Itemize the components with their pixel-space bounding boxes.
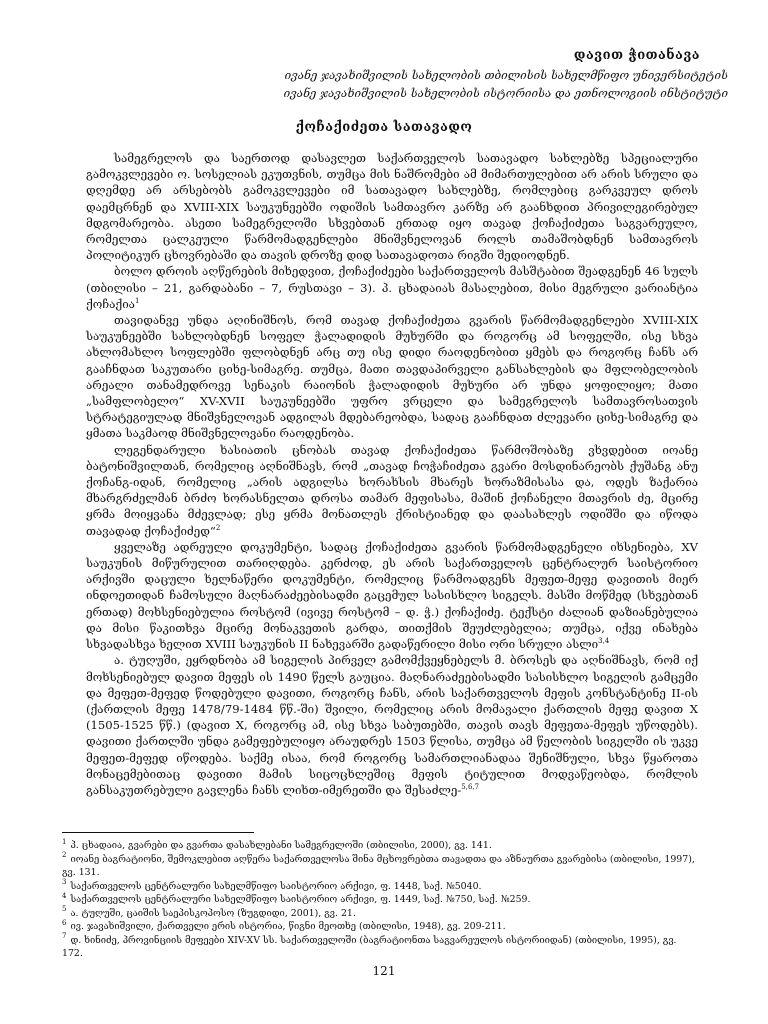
footnote-ref[interactable]: 5,6,7 bbox=[461, 783, 480, 792]
paragraph-text: ა. ტუღუში, ეყრდნობა ამ სიგელის პირველ გამომქვეყნებელს მ. ბროსეს და აღნიშნავს, რომ იქ მოხსენიებულ დავით მეფეს ის 1490 წელს გაუცია. მაღნარაძეებისადმი სასისხლო სიგელის გამცემი და მეფეთ-მეფედ წოდებული დავითი, როგორც ჩანს, არის საქართველოს მეფის კონსტანტინე II-ის (ქართლის მეფე 1478/79-1484 წწ.-ში) შვილი, რომელიც არის მომავალი ქართლის მეფე დავით X (1505-1525 წწ.) (დავით X, როგორც ამ, ისე სხვა საბუთებში, თავის თავს მეფეთა-მეფეს უწოდებს). დავითი ქართლში უნდა გამეფებულიყო არაუდრეს 1503 წლისა, თუმცა ამ წელობის სიგელში ის უკვე მეფეთ-მეფედ იწოდება. საქმე ისაა, რომ როგორც სამართლიანადაა შენიშნული, სხვა წყაროთა მონაცემებითაც დავითი მამის სიცოცხლეშიც მეფის ტიტულით მოდვაწეობდა, რომლის განსაკუთრებული გავლენა ჩანს ლიხთ-იმერეთში და შესაძლე- bbox=[86, 653, 698, 797]
paragraph-text: სამეგრელოს და საერთოდ დასავლეთ საქართველოს სათავადო სახლებზე სპეციალური გამოკვლევები ო. სოსელიას ეკუთვნის, თუმცა მის ნაშრომები ამ მიმართულებით არ არის სრული და დღემდე არ არსებობს გამოკვლევები იმ სათავადო სახლებზე, რომლებიც გარკვეულ დროს დაემცრნენ და XVIII-XIX საუკუნეებში ოდიშის სამთავრო კარზე არ გაანხდით პრივილეგირებულ მდგომარეობა. ასეთი სამეგრელოში სხვებთან ერთად იყო თავად ქოჩაქიძეთა საგვარეულო, რომელთა ცალკეული წარმომადგენლები მნიშვნელოვან როლს თამაშობდნენ სამთავროს პოლიტიკურ ცხოვრებაში და თავის დროზე დიდ სათავადოთა რიგში შედიოდნენ. bbox=[86, 151, 698, 263]
footnote-text: დ. ხინიძე, პროვინციის მეფეები XIV-XV სს. საქართველოში (ბაგრატიონთა საგვარეულოს ისტორიიდან) (თბილისი, 1995), გვ. 172. bbox=[62, 934, 677, 959]
paragraph-text: ბოლო დროის აღწერების მიხედვით, ქოჩაქიძეები საქართველოს მასშტაბით შეადგენენ 46 სულს (თბილისი – 21, გარდაბანი – 7, რუსთავი – 3). პ. ცხადაიას მასალებით, მისი მეგრული ვარიანტია ქოჩაქია bbox=[86, 264, 698, 311]
footnote-number: 3 bbox=[62, 878, 67, 887]
footnote-number: 7 bbox=[62, 932, 67, 941]
footnote-item bbox=[62, 880, 698, 894]
footnote-ref[interactable]: 1 bbox=[134, 296, 140, 305]
paragraph-text: თავიდანვე უნდა აღინიშნოს, რომ თავად ქოჩაქიძეთა გვარის წარმომადგენლები XVIII-XIX საუკუნეებში სახლობდნენ სოფელ ჭალადიდის მუხურში და როგორც ამ სოფელში, ისე სხვა ახლომახლო სოფლებში ფლობდნენ არც თუ ისე დიდი რაოდენობით ყმებს და როგორც ჩანს არ გააჩნდათ საკუთარი ციხე-სიმაგრე. თუმცა, მათი თავდაპირველი განსახლების და მფლობელობის არეალი თანამედროვე სენაკის რაიონის ჭალადიდის მუხური არ უნდა ყოფილიყო; მათი „სამფლობელო“ XV-XVII საუკუნეებში უფრო ვრცელი და სამეგრელოს სამთავროსათვის სტრატეგიულად მნიშვნელოვან ადგილას მდებარეობდა, სადაც გააჩნდათ ძლევარი ციხე-სიმაგრე და ყმათა საკმაოდ მნიშვნელოვანი რაოდენობა. bbox=[86, 313, 698, 441]
paragraph-text: ლეგენდარული ხასიათის ცნობას თავად ქოჩაქიძეთა წარმოშობაზე ვხვდებით იოანე ბატონიშვილთან, რომელიც აღნიშნავს, რომ „თავად ჩოჭაჩიძეთა გვარი მოსდინარეობს ქუშანგ ანუ ქოჩანგ-იდან, რომელიც „არის ადგილსა ხორახსის მხარეს ხორაზმისასა და, ოდეს ზაქარია მხარგრძელმან ბრძო ხორასნელთა დროსა თამარ მეფისასა, მაშინ ქოჩანელი მთავრის ძე, მცირე ყრმა მოიყვანა მძევლად; ესე ყრმა მონათლეს ქრისტიანედ და დაასახლეს ოდიშში და იწოდა თავადად ქოჩაქიძედ“ bbox=[86, 442, 698, 538]
footnote-item bbox=[62, 893, 698, 907]
paragraph bbox=[86, 539, 698, 652]
footnote-item bbox=[62, 839, 698, 853]
footnote-number: 1 bbox=[62, 837, 67, 846]
paragraph bbox=[86, 652, 698, 798]
footnote-text: ა. ტუღუში, ცაიშის საეპისკოპოსო (ზუგდიდი, 2001), გვ. 21. bbox=[70, 907, 356, 919]
footnote-text: საქართველოს ცენტრალური სახელმწიფო საისტორიო არქივი, ფ. 1449, საქ. №750, საქ. №259. bbox=[70, 894, 531, 905]
article-body bbox=[86, 150, 698, 798]
footnote-number: 6 bbox=[62, 918, 67, 927]
paragraph-text: ყველაზე ადრეული დოკუმენტი, სადაც ქოჩაქიძეთა გვარის წარმომადგენელი იხსენიება, XV საუკუნის მიწურულით თარიღდება. კერძოდ, ეს არის საქართველოს ცენტრალურ საისტორიო არქივში დაცული ხელნაწერი დოკუმენტი, რომელიც წარმოადგენს მეფეთ-მეფე დავითის მიერ ინდოეთიდან ჩამოსული მაღნარაძეებისადმი გაცემულ სასისხლო სიგელს. მასში მოწმედ (სხვებთან ერთად) მოხსენიებულია როსტომ (ივივე როსტომ – დ. ჭ.) ქოჩაქიძე. ტექსტი ძალიან დაზიანებულია და მისი წაკითხვა მცირე მონაკვეთის გარდა, თითქმის შეუძლებელია; თუმცა, იქვე ინახება სხვადასხვა ხელით XVIII საუკუნის II ნახევარში გადაწერილი მისი ორი სრული ასლი bbox=[86, 539, 698, 652]
footnote-item bbox=[62, 920, 698, 934]
footnote-number: 5 bbox=[62, 905, 67, 914]
paragraph bbox=[86, 263, 698, 312]
footnote-text: იოანე ბაგრატიონი, შემოკლებით აღწერა საქართველოსა შინა მცხოვრებთა თავადთა და აზნაურთა გვარებისა (თბილისი, 1997), გვ. 131. bbox=[62, 853, 695, 878]
footnote-ref[interactable]: 2 bbox=[215, 523, 221, 532]
paragraph bbox=[86, 312, 698, 442]
paragraph bbox=[86, 150, 698, 263]
footnote-separator bbox=[62, 832, 254, 833]
footnote-number: 2 bbox=[62, 851, 67, 860]
author-name: დავით ჭითანავა bbox=[573, 48, 700, 63]
footnote-item bbox=[62, 853, 698, 880]
footnotes bbox=[62, 839, 698, 961]
affiliation-line-2: ივანე ჯავახიშვილის სახელობის ისტორიისა და ეთნოლოგიის ინსტიტუტი bbox=[283, 86, 728, 100]
footnote-ref[interactable]: 3,4 bbox=[598, 637, 610, 646]
affiliation-line-1: ივანე ჯავახიშვილის სახელობის თბილისის სახელმწიფო უნივერსიტეტის bbox=[284, 68, 728, 82]
article-title: ქოჩაქიძეთა სათავადო bbox=[295, 120, 473, 135]
footnote-number: 4 bbox=[62, 891, 67, 900]
footnote-text: ივ. ჯავახიშვილი, ქართველი ერის ისტორია, წიგნი მეოთხე (თბილისი, 1948), გვ. 209-211. bbox=[70, 921, 506, 932]
page-number: 121 bbox=[372, 964, 396, 978]
footnote-item bbox=[62, 934, 698, 961]
footnote-text: პ. ცხადაია, გვარები და გვართა დასახლებანი სამეგრელოში (თბილისი, 2000), გვ. 141. bbox=[70, 840, 492, 851]
paragraph bbox=[86, 442, 698, 539]
footnote-item bbox=[62, 907, 698, 921]
footnote-text: საქართველოს ცენტრალური სახელმწიფო საისტორიო არქივი, ფ. 1448, საქ. №5040. bbox=[70, 880, 482, 892]
